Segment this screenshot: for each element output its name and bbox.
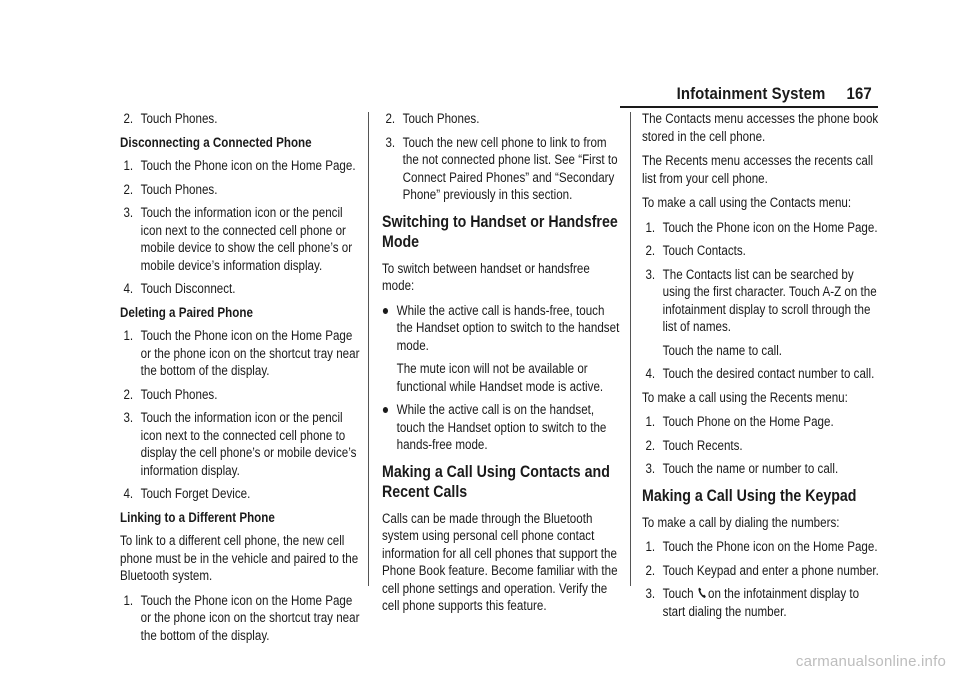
subheading-deleting: Deleting a Paired Phone (120, 304, 253, 320)
page-number: 167 (846, 84, 872, 103)
heading-switching: Switching to Handset or Handsfree Mode (382, 212, 618, 251)
heading-contacts-recent: Making a Call Using Contacts and Recent Calls (382, 462, 610, 501)
step-item: 1. Touch Phone on the Home Page. (645, 414, 834, 429)
step-note: Touch the name to call. (662, 342, 783, 358)
step-item: 4. Touch Forget Device. (123, 486, 251, 501)
bullet-dot (383, 407, 388, 413)
column-divider (630, 112, 631, 586)
step-item: 1. Touch the Phone icon on the Home Page. (645, 539, 878, 554)
paragraph: To switch between handset or handsfree mode: (382, 260, 590, 293)
step-item: 3. Touch the new cell phone to link to from the not connected phone list. See “First to Connect Paired Phones” and “Secondary Phone” previously in this section. (385, 134, 618, 202)
step-item: 2. Touch Keypad and enter a phone number. (645, 562, 879, 578)
step-item: 2. Touch Phones. (385, 111, 480, 126)
step-item: 4. Touch Disconnect. (123, 281, 236, 296)
column-1 (120, 110, 360, 650)
subheading-linking: Linking to a Different Phone (120, 509, 275, 525)
step-item: 1. Touch the Phone icon on the Home Page or the phone icon on the shortcut tray near the bottom of the display. (123, 592, 360, 643)
phone-call-icon (698, 587, 707, 599)
bullet-item: While the active call is on the handset, touch the Handset option to switch to the hands-free mode. (382, 401, 623, 454)
section-title: Infotainment System (676, 84, 826, 103)
step-item: 1. Touch the Phone icon on the Home Page. (645, 219, 878, 235)
bullet-dot (383, 308, 388, 314)
step-item: 1. Touch the Phone icon on the Home Page or the phone icon on the shortcut tray near the bottom of the display. (123, 328, 360, 378)
column-3 (642, 110, 882, 626)
paragraph: The Recents menu accesses the recents call list from your cell phone. (642, 153, 874, 186)
column-2 (382, 110, 622, 622)
step-item: 2. Touch Phones. (123, 386, 218, 402)
subheading-disconnecting: Disconnecting a Connected Phone (120, 134, 312, 150)
paragraph: To make a call using the Contacts menu: (642, 195, 852, 210)
step-item: 2. Touch Phones. (123, 181, 218, 197)
bullet-item: While the active call is hands-free, touch the Handset option to switch to the handset mode. (382, 302, 623, 355)
heading-keypad: Making a Call Using the Keypad (642, 486, 857, 505)
watermark: carmanualsonline.info (795, 653, 946, 670)
header-rule (620, 106, 878, 108)
step-item: 3. Touch the name or number to call. (645, 461, 839, 476)
step-item: 3. Touch the information icon or the pencil icon next to the connected cell phone to display the cell phone’s or mobile device’s information display. (123, 410, 357, 478)
step-item: 4. Touch the desired contact number to call. (645, 366, 875, 381)
step-item: 2. Touch Contacts. (645, 243, 746, 258)
paragraph: The Contacts menu accesses the phone book stored in the cell phone. (642, 111, 879, 144)
paragraph: To make a call using the Recents menu: (642, 389, 848, 405)
step-item: 3. Touch the information icon or the pencil icon next to the connected cell phone or mobile device to show the cell phone’s or mobile device’s information display. (123, 205, 353, 273)
column-divider (368, 112, 369, 586)
bullet-note: The mute icon will not be available or functional while Handset mode is active. (396, 361, 604, 394)
paragraph: To link to a different cell phone, the new cell phone must be in the vehicle and paired to the Bluetooth system. (120, 533, 359, 583)
step-item: 2. Touch Recents. (645, 437, 743, 453)
paragraph: Calls can be made through the Bluetooth system using personal cell phone contact information for all cell phones that support the Phone Book feature. Become familiar with the cell phone settings and operation. Verify the cell phone supports this feature. (382, 510, 618, 613)
step-item: 3. The Contacts list can be searched by using the first character. Touch A-Z on the infotainment display to scroll through the list of names. (645, 266, 877, 334)
page-header (677, 84, 872, 104)
step-item: 3. Touch on the infotainment display to start dialing the number. (645, 586, 860, 619)
step-item: 2. Touch Phones. (123, 111, 218, 126)
paragraph: To make a call by dialing the numbers: (642, 514, 840, 530)
step-item: 1. Touch the Phone icon on the Home Page. (123, 158, 356, 173)
